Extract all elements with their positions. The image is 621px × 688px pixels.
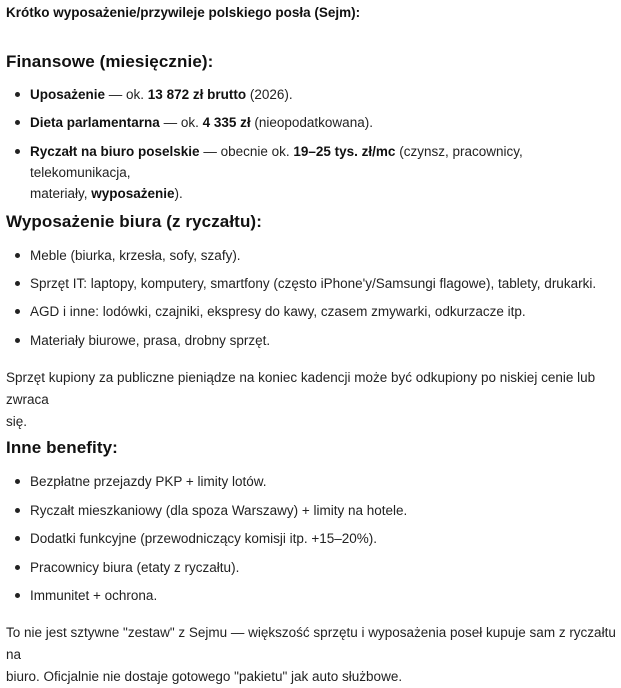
heading-other-benefits: Inne benefity:	[6, 438, 118, 457]
bullet-icon	[15, 536, 20, 541]
bullet-icon	[15, 309, 20, 314]
document: Krótko wyposażenie/przywileje polskiego posła (Sejm): Finansowe (miesięcznie): Uposażenie — ok. 13 872 zł brutto (2026). Dieta parlamentarna — ok. 4 335 zł (nieopodatkowana). Ryczałt na biuro poselskie — obecnie ok. 19–25 tys. zł/mc (czynsz, pracownicy, telekomunikacja, materiały, wyposażenie). Wyposażenie biura (z ryczałtu): Meble (biurka, krzesła, sofy, szafy). Sprzęt IT: laptopy, komputery, smartfony (często iPhone'y/Samsungi flagowe), tablety, drukarki. AGD i inne: lodówki, czajniki, ekspresy do kawy, czasem zmywarki, odkurzacze itp. Materiały biurowe, prasa, drobny sprzęt. Sprzęt kupiony za publiczne pieniądze na koniec kadencji może być odkupiony po niskiej cenie lub zwraca się. Inne benefity: Bezpłatne przejazdy PKP + limity lotów. Ryczałt mieszkaniowy (dla spoza Warszawy) + limity na hotele. Dodatki funkcyjne (przewodniczący komisji itp. +15–20%). Pracownicy biura (etaty z ryczałtu). Immunitet + ochrona. To nie jest sztywne "zestaw" z Sejmu — większość sprzętu i wyposażenia poseł kupuje sam z ryczałtu na biuro. Oficjalnie nie dostaje gotowego "pakietu" jak auto służbowe.	[0, 0, 621, 672]
bullet-icon	[15, 149, 20, 154]
intro-text: Krótko wyposażenie/przywileje polskiego posła (Sejm):	[6, 5, 361, 20]
bullet-icon	[15, 92, 20, 97]
conclusion-text: To nie jest sztywne "zestaw" z Sejmu — większość sprzętu i wyposażenia poseł kupuje sam z ryczałtu na biuro. Oficjalnie nie dostaje gotowego "pakietu" jak auto służbowe.	[6, 625, 616, 684]
heading-office-equipment: Wyposażenie biura (z ryczałtu):	[6, 212, 262, 231]
bullet-icon	[15, 120, 20, 125]
bullet-icon	[15, 508, 20, 513]
heading-financial: Finansowe (miesięcznie):	[6, 52, 214, 71]
bullet-icon	[15, 281, 20, 286]
office-note: Sprzęt kupiony za publiczne pieniądze na koniec kadencji może być odkupiony po niskiej cenie lub zwraca się.	[6, 370, 596, 429]
bullet-icon	[15, 479, 20, 484]
bullet-icon	[15, 565, 20, 570]
bullet-icon	[15, 593, 20, 598]
bullet-icon	[15, 253, 20, 258]
bullet-icon	[15, 338, 20, 343]
